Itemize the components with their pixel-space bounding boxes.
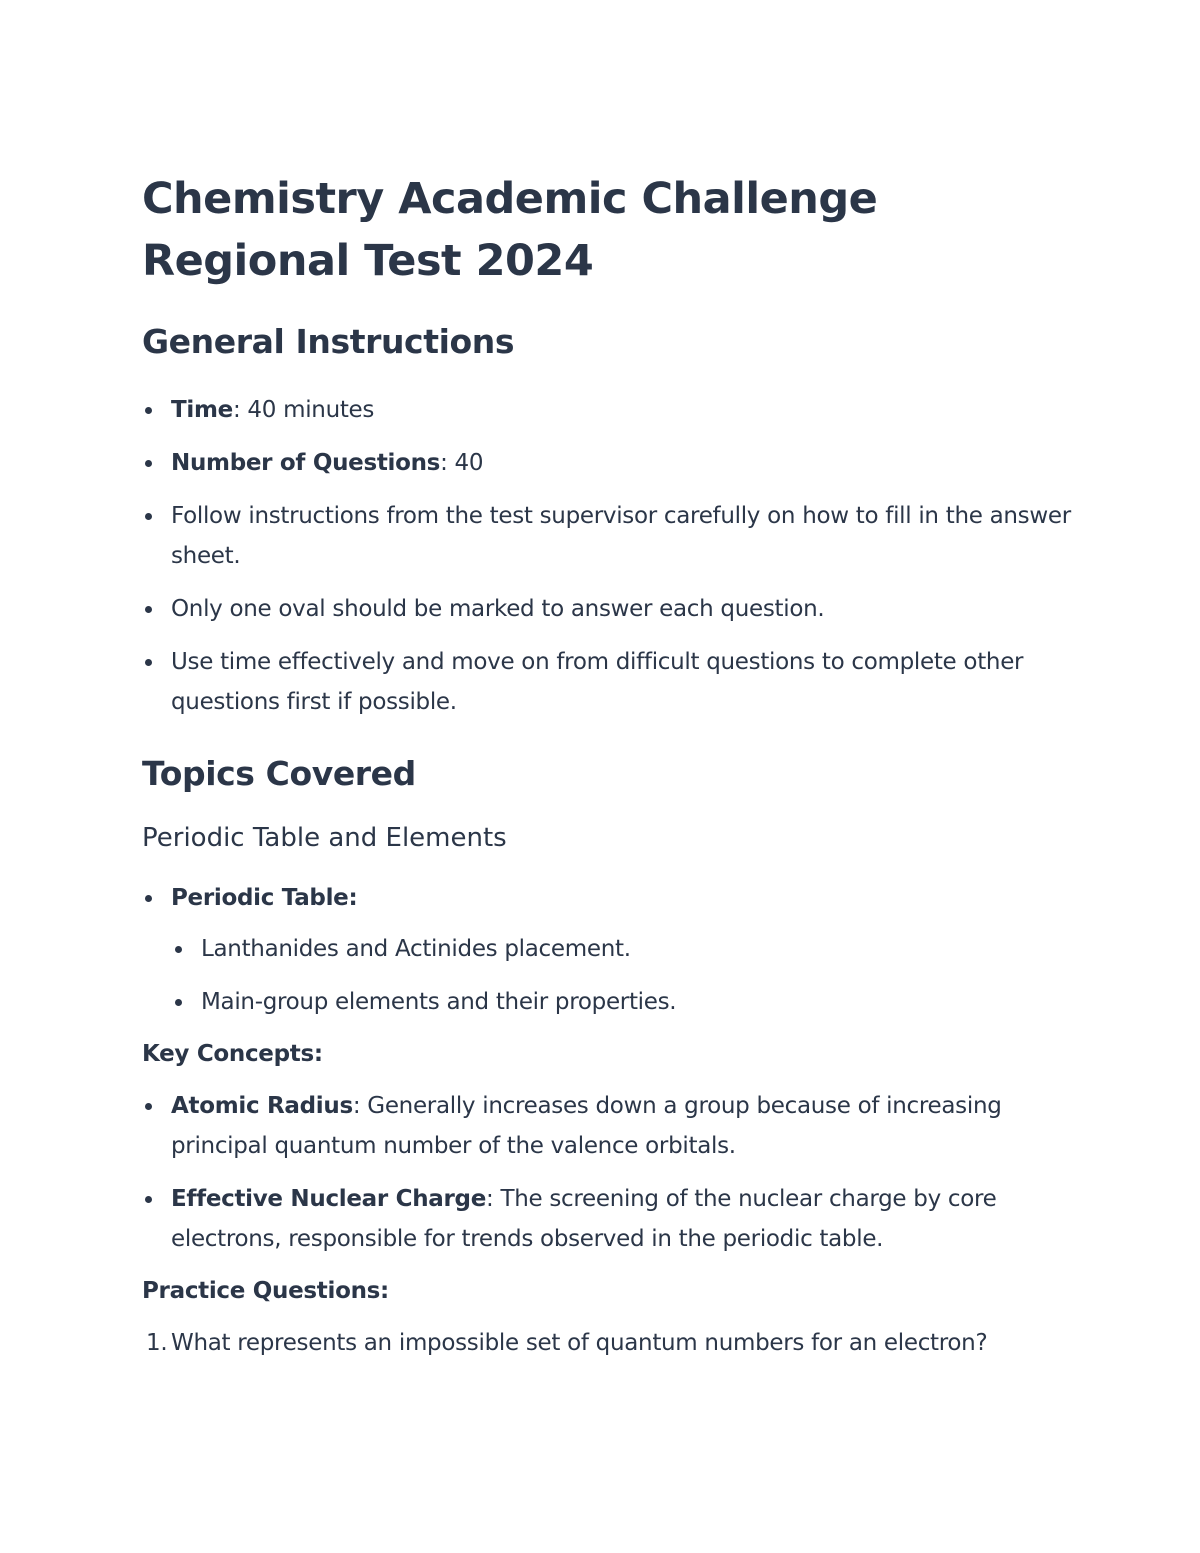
item-text: : The screening of the nuclear charge by core electrons, responsible for trends observed in the periodic table. [171,1186,997,1252]
list-item [142,1179,1072,1259]
list-item [142,496,1072,576]
list-item [142,878,1072,918]
item-text: : Generally increases down a group because of increasing principal quantum number of the valence orbitals. [171,1093,1002,1159]
item-label: Atomic Radius [171,1093,353,1119]
general-instructions-list [142,390,1072,722]
practice-questions-list [142,1323,1072,1363]
title-line-2: Regional Test 2024 [142,236,594,286]
practice-questions-label: Practice Questions: [142,1278,389,1304]
list-item: Lanthanides and Actinides placement. [172,929,1072,969]
list-item: Main-group elements and their properties. [172,982,1072,1022]
periodic-table-sublist [172,929,1072,1022]
key-concepts-list [142,1086,1072,1259]
document-page [142,168,1072,1363]
item-label-suffix: : [348,885,358,911]
list-item [142,589,1072,629]
periodic-table-sublist-wrap [172,929,1072,1022]
item-text: Follow instructions from the test supervisor carefully on how to fill in the answer sheet. [171,503,1071,569]
list-item [142,443,1072,483]
key-concepts-label: Key Concepts: [142,1041,323,1067]
item-label: Number of Questions [171,450,441,476]
periodic-table-list [142,878,1072,918]
item-label: Effective Nuclear Charge [171,1186,487,1212]
document-title [142,168,1072,292]
list-item [142,642,1072,722]
question-text: What represents an impossible set of quantum numbers for an electron? [171,1330,988,1356]
title-line-1: Chemistry Academic Challenge [142,174,878,224]
item-text: : 40 [440,450,484,476]
item-text: Use time effectively and move on from difficult questions to complete other questions first if possible. [171,649,1024,715]
item-text: : 40 minutes [232,397,375,423]
question-number: 1. [146,1330,168,1356]
list-item [142,390,1072,430]
topics-covered-heading: Topics Covered [142,754,416,793]
item-label: Time [171,397,233,423]
item-label: Periodic Table [171,885,349,911]
periodic-table-subheading: Periodic Table and Elements [142,823,507,853]
general-instructions-heading: General Instructions [142,322,515,361]
list-item [142,1086,1072,1166]
item-text: Only one oval should be marked to answer each question. [171,596,825,622]
list-item [142,1323,1072,1363]
